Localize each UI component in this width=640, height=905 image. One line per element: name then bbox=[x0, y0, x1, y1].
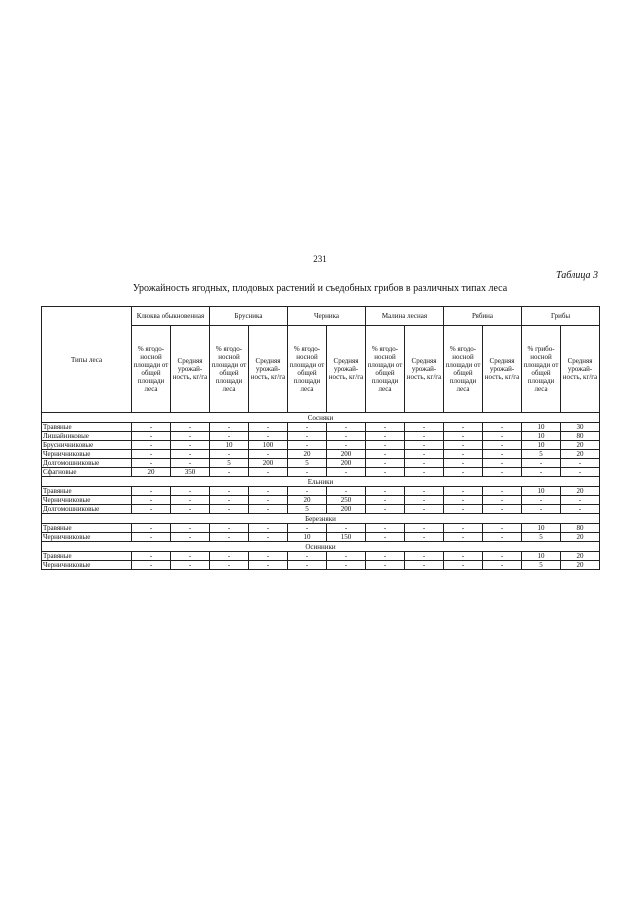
value-cell: - bbox=[483, 561, 522, 570]
value-cell: 5 bbox=[522, 533, 561, 542]
value-cell: - bbox=[366, 459, 405, 468]
value-cell: - bbox=[483, 524, 522, 533]
value-cell: - bbox=[249, 450, 288, 459]
forest-type-cell: Брусничниковые bbox=[42, 441, 132, 450]
value-cell: - bbox=[444, 524, 483, 533]
value-cell: - bbox=[171, 441, 210, 450]
value-cell: 20 bbox=[561, 561, 600, 570]
value-cell: - bbox=[171, 524, 210, 533]
forest-type-cell: Травяные bbox=[42, 552, 132, 561]
table-row bbox=[42, 450, 600, 459]
value-cell: - bbox=[405, 561, 444, 570]
table-row bbox=[42, 423, 600, 432]
section-title: Березняки bbox=[42, 514, 600, 524]
table-row bbox=[42, 524, 600, 533]
value-cell: - bbox=[327, 561, 366, 570]
value-cell: - bbox=[405, 487, 444, 496]
value-cell: - bbox=[366, 487, 405, 496]
forest-type-cell: Долгомошниковые bbox=[42, 459, 132, 468]
value-cell: - bbox=[210, 505, 249, 514]
group-header: Брусника bbox=[210, 307, 288, 326]
value-cell: - bbox=[444, 487, 483, 496]
sub-header-yield: Средняя урожай-ность, кг/га bbox=[405, 326, 444, 413]
section-row bbox=[42, 514, 600, 524]
forest-type-cell: Черничниковые bbox=[42, 561, 132, 570]
group-header: Клюква обыкновенная bbox=[132, 307, 210, 326]
value-cell: 5 bbox=[210, 459, 249, 468]
value-cell: - bbox=[444, 533, 483, 542]
value-cell: - bbox=[405, 459, 444, 468]
sub-header-mushroom-area: % грибо-носной площади от общей площади леса bbox=[522, 326, 561, 413]
value-cell: 10 bbox=[522, 524, 561, 533]
value-cell: - bbox=[483, 505, 522, 514]
forest-type-cell: Травяные bbox=[42, 487, 132, 496]
value-cell: 20 bbox=[561, 487, 600, 496]
value-cell: - bbox=[366, 524, 405, 533]
table-row bbox=[42, 459, 600, 468]
table-row bbox=[42, 552, 600, 561]
value-cell: - bbox=[444, 459, 483, 468]
sub-header-area: % ягодо-носной площади от общей площади леса bbox=[366, 326, 405, 413]
value-cell: - bbox=[327, 423, 366, 432]
value-cell: - bbox=[132, 496, 171, 505]
value-cell: 20 bbox=[561, 450, 600, 459]
value-cell: 100 bbox=[249, 441, 288, 450]
value-cell: 10 bbox=[522, 432, 561, 441]
value-cell: - bbox=[483, 533, 522, 542]
value-cell: - bbox=[522, 505, 561, 514]
group-header: Малина лесная bbox=[366, 307, 444, 326]
table-row bbox=[42, 432, 600, 441]
value-cell: - bbox=[132, 450, 171, 459]
value-cell: - bbox=[366, 468, 405, 477]
table-row bbox=[42, 561, 600, 570]
value-cell: - bbox=[249, 561, 288, 570]
forest-type-cell: Черничниковые bbox=[42, 450, 132, 459]
value-cell: - bbox=[171, 496, 210, 505]
value-cell: - bbox=[171, 552, 210, 561]
forest-type-cell: Лишайниковые bbox=[42, 432, 132, 441]
forest-type-header: Типы леса bbox=[42, 307, 132, 413]
value-cell: 10 bbox=[522, 423, 561, 432]
value-cell: 200 bbox=[249, 459, 288, 468]
value-cell: - bbox=[327, 487, 366, 496]
value-cell: - bbox=[132, 441, 171, 450]
sub-header-yield: Средняя урожай-ность, кг/га bbox=[249, 326, 288, 413]
value-cell: - bbox=[444, 468, 483, 477]
value-cell: - bbox=[327, 524, 366, 533]
value-cell: - bbox=[444, 552, 483, 561]
sub-header-area: % ягодо-носной площади от общей площади леса bbox=[288, 326, 327, 413]
value-cell: - bbox=[249, 505, 288, 514]
value-cell: - bbox=[171, 432, 210, 441]
value-cell: - bbox=[132, 459, 171, 468]
value-cell: - bbox=[366, 533, 405, 542]
value-cell: - bbox=[249, 423, 288, 432]
value-cell: - bbox=[483, 459, 522, 468]
value-cell: - bbox=[444, 450, 483, 459]
value-cell: - bbox=[327, 432, 366, 441]
value-cell: - bbox=[366, 432, 405, 441]
value-cell: - bbox=[483, 423, 522, 432]
value-cell: 200 bbox=[327, 459, 366, 468]
value-cell: - bbox=[522, 468, 561, 477]
value-cell: - bbox=[210, 496, 249, 505]
value-cell: - bbox=[288, 432, 327, 441]
group-header: Рябина bbox=[444, 307, 522, 326]
value-cell: - bbox=[327, 552, 366, 561]
value-cell: - bbox=[405, 552, 444, 561]
value-cell: - bbox=[288, 441, 327, 450]
value-cell: 80 bbox=[561, 524, 600, 533]
value-cell: - bbox=[366, 505, 405, 514]
value-cell: - bbox=[132, 487, 171, 496]
value-cell: 10 bbox=[522, 487, 561, 496]
value-cell: - bbox=[366, 496, 405, 505]
value-cell: - bbox=[522, 459, 561, 468]
value-cell: - bbox=[483, 441, 522, 450]
value-cell: 10 bbox=[522, 552, 561, 561]
value-cell: - bbox=[249, 468, 288, 477]
value-cell: 5 bbox=[288, 459, 327, 468]
value-cell: 5 bbox=[288, 505, 327, 514]
section-row bbox=[42, 542, 600, 552]
sub-header-area: % ягодо-носной площади от общей площади леса bbox=[132, 326, 171, 413]
value-cell: - bbox=[561, 459, 600, 468]
value-cell: - bbox=[288, 524, 327, 533]
value-cell: - bbox=[366, 450, 405, 459]
value-cell: - bbox=[444, 423, 483, 432]
sub-header-yield: Средняя урожай-ность, кг/га bbox=[171, 326, 210, 413]
value-cell: 5 bbox=[522, 450, 561, 459]
value-cell: 200 bbox=[327, 505, 366, 514]
value-cell: - bbox=[249, 487, 288, 496]
table-row bbox=[42, 487, 600, 496]
value-cell: - bbox=[249, 524, 288, 533]
value-cell: 10 bbox=[210, 441, 249, 450]
value-cell: - bbox=[288, 423, 327, 432]
section-row bbox=[42, 477, 600, 487]
value-cell: - bbox=[405, 423, 444, 432]
value-cell: 10 bbox=[522, 441, 561, 450]
value-cell: - bbox=[171, 459, 210, 468]
value-cell: - bbox=[132, 505, 171, 514]
group-header: Грибы bbox=[522, 307, 600, 326]
value-cell: - bbox=[210, 468, 249, 477]
value-cell: - bbox=[210, 423, 249, 432]
value-cell: - bbox=[561, 505, 600, 514]
value-cell: - bbox=[444, 561, 483, 570]
section-title: Ельники bbox=[42, 477, 600, 487]
sub-header-area: % ягодо-носной площади от общей площади леса bbox=[210, 326, 249, 413]
sub-header-area: % ягодо-носной площади от общей площади леса bbox=[444, 326, 483, 413]
value-cell: 20 bbox=[288, 496, 327, 505]
value-cell: - bbox=[249, 432, 288, 441]
value-cell: 20 bbox=[561, 533, 600, 542]
forest-type-cell: Долгомошниковые bbox=[42, 505, 132, 514]
value-cell: - bbox=[132, 524, 171, 533]
value-cell: - bbox=[366, 423, 405, 432]
table-body bbox=[42, 413, 600, 570]
value-cell: - bbox=[444, 505, 483, 514]
value-cell: - bbox=[327, 441, 366, 450]
value-cell: - bbox=[210, 487, 249, 496]
forest-type-cell: Травяные bbox=[42, 524, 132, 533]
page-number: 231 bbox=[313, 254, 327, 264]
table-row bbox=[42, 496, 600, 505]
value-cell: - bbox=[171, 423, 210, 432]
value-cell: - bbox=[210, 524, 249, 533]
table-row bbox=[42, 533, 600, 542]
value-cell: 5 bbox=[522, 561, 561, 570]
value-cell: - bbox=[288, 552, 327, 561]
value-cell: - bbox=[366, 441, 405, 450]
value-cell: 10 bbox=[288, 533, 327, 542]
value-cell: - bbox=[171, 487, 210, 496]
value-cell: - bbox=[288, 468, 327, 477]
value-cell: - bbox=[366, 561, 405, 570]
sub-header-yield: Средняя урожай-ность, кг/га bbox=[327, 326, 366, 413]
value-cell: - bbox=[210, 561, 249, 570]
header-group-row bbox=[42, 307, 600, 326]
value-cell: - bbox=[405, 450, 444, 459]
value-cell: - bbox=[444, 441, 483, 450]
forest-type-cell: Сфагновые bbox=[42, 468, 132, 477]
value-cell: - bbox=[483, 432, 522, 441]
value-cell: - bbox=[210, 450, 249, 459]
value-cell: - bbox=[249, 533, 288, 542]
value-cell: - bbox=[405, 524, 444, 533]
value-cell: - bbox=[132, 552, 171, 561]
value-cell: 150 bbox=[327, 533, 366, 542]
value-cell: - bbox=[483, 468, 522, 477]
table-caption: Таблица 3 bbox=[556, 270, 598, 281]
value-cell: - bbox=[405, 441, 444, 450]
value-cell: - bbox=[444, 496, 483, 505]
value-cell: 350 bbox=[171, 468, 210, 477]
section-row bbox=[42, 413, 600, 423]
value-cell: 20 bbox=[561, 552, 600, 561]
value-cell: - bbox=[288, 487, 327, 496]
value-cell: - bbox=[405, 505, 444, 514]
value-cell: 30 bbox=[561, 423, 600, 432]
value-cell: - bbox=[561, 496, 600, 505]
value-cell: - bbox=[405, 496, 444, 505]
sub-header-yield: Средняя урожай-ность, кг/га bbox=[483, 326, 522, 413]
value-cell: - bbox=[210, 533, 249, 542]
value-cell: - bbox=[132, 533, 171, 542]
value-cell: - bbox=[132, 432, 171, 441]
table-row bbox=[42, 441, 600, 450]
value-cell: - bbox=[327, 468, 366, 477]
value-cell: - bbox=[483, 552, 522, 561]
value-cell: - bbox=[483, 450, 522, 459]
table-row bbox=[42, 468, 600, 477]
section-title: Сосняки bbox=[42, 413, 600, 423]
value-cell: 20 bbox=[288, 450, 327, 459]
value-cell: - bbox=[249, 552, 288, 561]
value-cell: - bbox=[249, 496, 288, 505]
value-cell: 200 bbox=[327, 450, 366, 459]
group-header: Черника bbox=[288, 307, 366, 326]
value-cell: - bbox=[405, 533, 444, 542]
section-title: Осинники bbox=[42, 542, 600, 552]
value-cell: 80 bbox=[561, 432, 600, 441]
value-cell: 20 bbox=[132, 468, 171, 477]
forest-type-cell: Черничниковые bbox=[42, 496, 132, 505]
value-cell: - bbox=[132, 561, 171, 570]
forest-type-cell: Черничниковые bbox=[42, 533, 132, 542]
yield-table bbox=[41, 306, 600, 570]
table-title: Урожайность ягодных, плодовых растений и съедобных грибов в различных типах леса bbox=[132, 283, 508, 294]
value-cell: - bbox=[366, 552, 405, 561]
value-cell: - bbox=[210, 432, 249, 441]
value-cell: - bbox=[483, 487, 522, 496]
value-cell: - bbox=[405, 432, 444, 441]
value-cell: - bbox=[561, 468, 600, 477]
forest-type-cell: Травяные bbox=[42, 423, 132, 432]
value-cell: - bbox=[210, 552, 249, 561]
value-cell: - bbox=[132, 423, 171, 432]
sub-header-yield: Средняя урожай-ность, кг/га bbox=[561, 326, 600, 413]
value-cell: - bbox=[405, 468, 444, 477]
value-cell: - bbox=[171, 561, 210, 570]
value-cell: 250 bbox=[327, 496, 366, 505]
value-cell: - bbox=[522, 496, 561, 505]
value-cell: - bbox=[171, 450, 210, 459]
value-cell: - bbox=[171, 533, 210, 542]
value-cell: 20 bbox=[561, 441, 600, 450]
value-cell: - bbox=[171, 505, 210, 514]
value-cell: - bbox=[444, 432, 483, 441]
value-cell: - bbox=[483, 496, 522, 505]
table-row bbox=[42, 505, 600, 514]
value-cell: - bbox=[288, 561, 327, 570]
